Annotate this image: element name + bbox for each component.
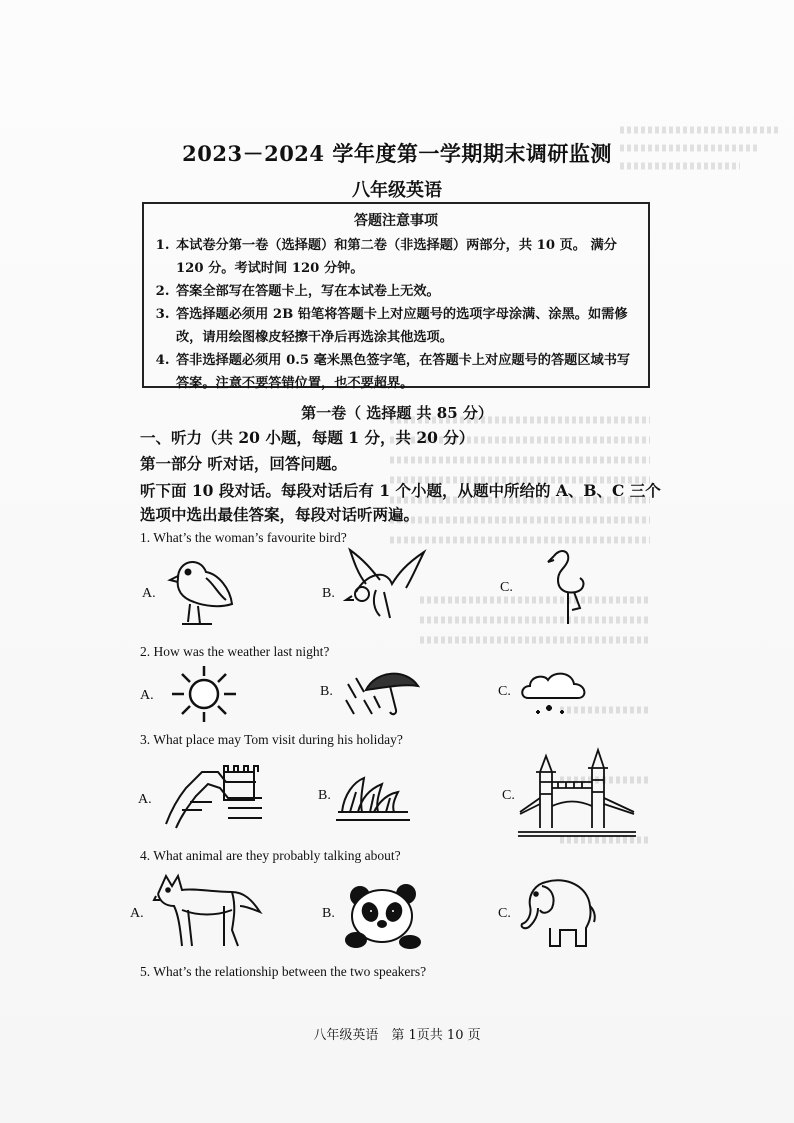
question-4: 4. What animal are they probably talking about? bbox=[140, 848, 401, 863]
option-b-label: B. bbox=[322, 586, 335, 601]
snow-cloud-icon bbox=[518, 668, 592, 718]
question-5: 5. What’s the relationship between the two speakers? bbox=[140, 964, 427, 979]
option-b-label: B. bbox=[318, 788, 331, 803]
option-c-label: C. bbox=[498, 684, 511, 699]
instruction-line: 选项中选出最佳答案，每段对话听两遍。 bbox=[140, 505, 420, 524]
part-title: 第一部分 听对话，回答问题。 bbox=[140, 454, 347, 473]
question-2: 2. How was the weather last night? bbox=[140, 644, 330, 659]
option-a-label: A. bbox=[142, 586, 156, 601]
option-c-label: C. bbox=[498, 906, 511, 921]
rain-umbrella-icon bbox=[342, 664, 422, 720]
sparrow-icon bbox=[160, 548, 240, 632]
notice-title: 答题注意事项 bbox=[354, 213, 438, 229]
notice-item: 3. 答选择题必须用 2B 铅笔将答题卡上对应题号的选项字母涂满、涂黑。如需修改，请用绘图橡皮轻擦干净后再选涂其他选项。 bbox=[174, 303, 638, 349]
tower-bridge-icon bbox=[518, 742, 636, 838]
section-heading: 一、听力（共 20 小题，每题 1 分，共 20 分） bbox=[140, 428, 475, 447]
notice-item: 2. 答案全部写在答题卡上，写在本试卷上无效。 bbox=[174, 280, 638, 303]
page-footer: 八年级英语 第 1页共 10 页 bbox=[313, 1028, 481, 1043]
option-c-label: C. bbox=[502, 788, 515, 803]
notice-box bbox=[142, 202, 650, 391]
opera-house-icon bbox=[334, 774, 412, 826]
notice-list bbox=[144, 234, 648, 395]
panda-icon bbox=[344, 882, 428, 952]
question-1: 1. What’s the woman’s favourite bird? bbox=[140, 530, 347, 545]
option-a-label: A. bbox=[130, 906, 144, 921]
instruction-line: 听下面 10 段对话。每段对话后有 1 个小题，从题中所给的 A、B、C 三个 bbox=[140, 481, 661, 500]
elephant-icon bbox=[516, 872, 598, 950]
eagle-icon bbox=[336, 544, 432, 628]
part-heading: 第一卷（ 选择题 共 85 分） bbox=[301, 404, 493, 422]
option-b-label: B. bbox=[322, 906, 335, 921]
question-3: 3. What place may Tom visit during his holiday? bbox=[140, 732, 403, 747]
option-a-label: A. bbox=[138, 792, 152, 807]
sun-icon bbox=[164, 664, 244, 724]
option-c-label: C. bbox=[500, 580, 513, 595]
page-subtitle: 八年级英语 bbox=[352, 180, 442, 201]
flamingo-icon bbox=[544, 546, 594, 630]
great-wall-icon bbox=[162, 758, 268, 830]
option-b-label: B. bbox=[320, 684, 333, 699]
notice-item: 4. 答非选择题必须用 0.5 毫米黑色签字笔，在答题卡上对应题号的答题区域书写答案。注意不要答错位置，也不要超界。 bbox=[174, 349, 638, 395]
notice-item: 1. 本试卷分第一卷（选择题）和第二卷（非选择题）两部分，共 10 页。 满分 120 分。考试时间 120 分钟。 bbox=[174, 234, 638, 280]
page-title: 2023－2024 学年度第一学期期末调研监测 bbox=[182, 141, 612, 166]
option-a-label: A. bbox=[140, 688, 154, 703]
wolf-icon bbox=[152, 870, 264, 952]
